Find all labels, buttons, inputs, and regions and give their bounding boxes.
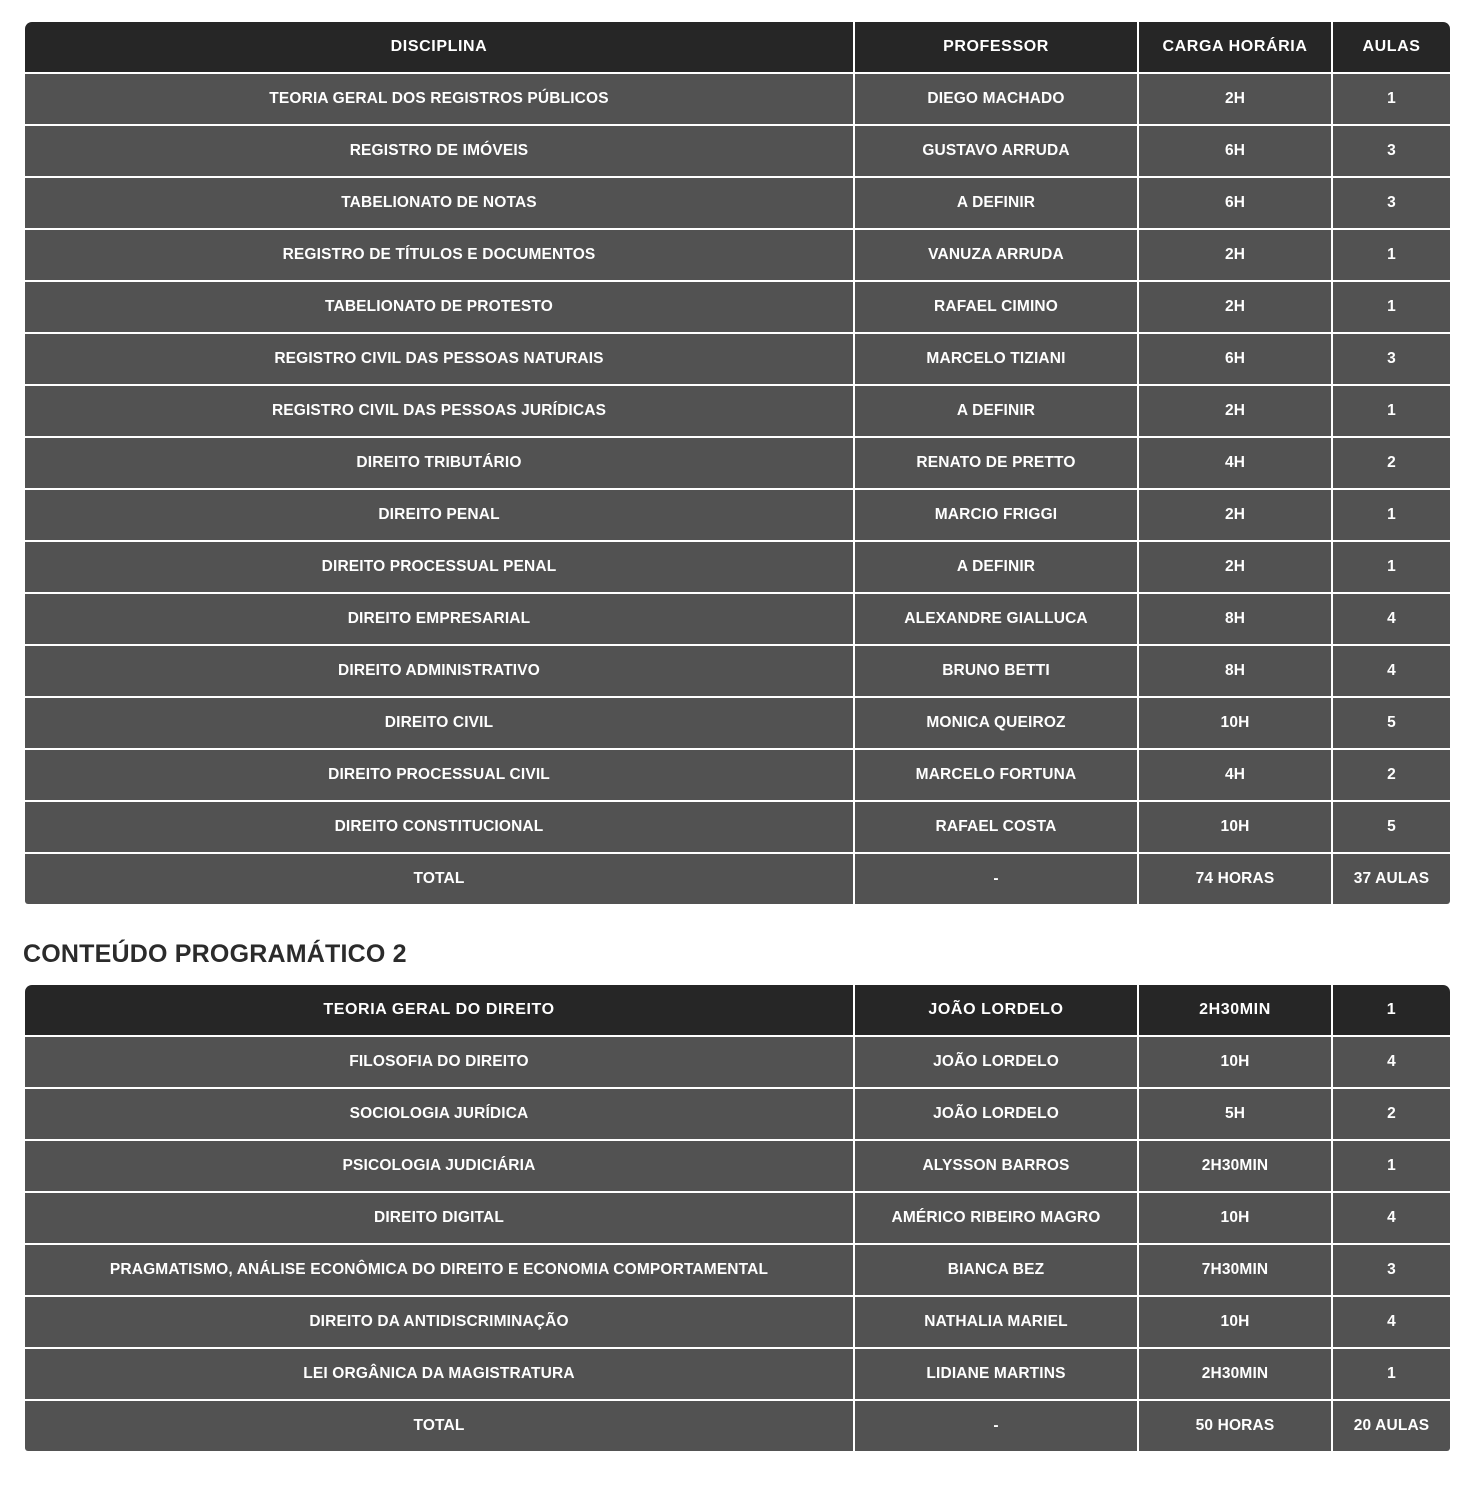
table-row xyxy=(25,178,1450,228)
cell-carga-horaria: 5H xyxy=(1139,1089,1331,1139)
table-row xyxy=(25,490,1450,540)
cell-carga-horaria: 2H xyxy=(1139,74,1331,124)
cell-professor: DIEGO MACHADO xyxy=(855,74,1137,124)
cell-carga-horaria: 2H xyxy=(1139,490,1331,540)
cell-carga-horaria: 10H xyxy=(1139,802,1331,852)
table1-head xyxy=(25,22,1450,72)
cell-aulas: 1 xyxy=(1333,490,1450,540)
cell-disciplina: SOCIOLOGIA JURÍDICA xyxy=(25,1089,853,1139)
table-row xyxy=(25,985,1450,1035)
cell-disciplina: REGISTRO CIVIL DAS PESSOAS JURÍDICAS xyxy=(25,386,853,436)
cell-carga-horaria: 7H30MIN xyxy=(1139,1245,1331,1295)
cell-professor: RAFAEL CIMINO xyxy=(855,282,1137,332)
cell-professor: A DEFINIR xyxy=(855,386,1137,436)
cell-professor: NATHALIA MARIEL xyxy=(855,1297,1137,1347)
cell-professor: RENATO DE PRETTO xyxy=(855,438,1137,488)
cell-aulas: 5 xyxy=(1333,698,1450,748)
table-row xyxy=(25,230,1450,280)
table-row xyxy=(25,282,1450,332)
cell-aulas: 5 xyxy=(1333,802,1450,852)
cell-professor: A DEFINIR xyxy=(855,178,1137,228)
table-row xyxy=(25,698,1450,748)
cell-disciplina: DIREITO DA ANTIDISCRIMINAÇÃO xyxy=(25,1297,853,1347)
cell-professor: ALYSSON BARROS xyxy=(855,1141,1137,1191)
cell-aulas: 1 xyxy=(1333,74,1450,124)
cell-aulas: 37 AULAS xyxy=(1333,854,1450,904)
cell-disciplina: DIREITO CONSTITUCIONAL xyxy=(25,802,853,852)
cell-aulas: 4 xyxy=(1333,1037,1450,1087)
table1-body xyxy=(25,74,1450,904)
cell-professor: BRUNO BETTI xyxy=(855,646,1137,696)
cell-aulas: 4 xyxy=(1333,594,1450,644)
table-row xyxy=(25,1245,1450,1295)
cell-disciplina: TEORIA GERAL DOS REGISTROS PÚBLICOS xyxy=(25,74,853,124)
cell-disciplina: TEORIA GERAL DO DIREITO xyxy=(25,985,853,1035)
table-row xyxy=(25,1037,1450,1087)
column-header-disciplina: DISCIPLINA xyxy=(25,22,853,72)
cell-aulas: 3 xyxy=(1333,334,1450,384)
cell-disciplina: REGISTRO CIVIL DAS PESSOAS NATURAIS xyxy=(25,334,853,384)
cell-disciplina: DIREITO TRIBUTÁRIO xyxy=(25,438,853,488)
cell-carga-horaria: 2H30MIN xyxy=(1139,985,1331,1035)
cell-aulas: 1 xyxy=(1333,282,1450,332)
cell-aulas: 3 xyxy=(1333,126,1450,176)
table-row xyxy=(25,334,1450,384)
cell-disciplina: TABELIONATO DE NOTAS xyxy=(25,178,853,228)
cell-professor: - xyxy=(855,854,1137,904)
cell-disciplina: REGISTRO DE TÍTULOS E DOCUMENTOS xyxy=(25,230,853,280)
conteudo-programatico-2-table xyxy=(23,983,1452,1453)
cell-carga-horaria: 8H xyxy=(1139,594,1331,644)
cell-carga-horaria: 2H30MIN xyxy=(1139,1349,1331,1399)
table-row xyxy=(25,646,1450,696)
cell-disciplina: TOTAL xyxy=(25,854,853,904)
cell-carga-horaria: 10H xyxy=(1139,1037,1331,1087)
cell-carga-horaria: 2H xyxy=(1139,230,1331,280)
cell-carga-horaria: 6H xyxy=(1139,334,1331,384)
cell-disciplina: REGISTRO DE IMÓVEIS xyxy=(25,126,853,176)
cell-aulas: 1 xyxy=(1333,985,1450,1035)
cell-professor: MARCIO FRIGGI xyxy=(855,490,1137,540)
cell-professor: GUSTAVO ARRUDA xyxy=(855,126,1137,176)
cell-professor: A DEFINIR xyxy=(855,542,1137,592)
cell-disciplina: DIREITO PENAL xyxy=(25,490,853,540)
table-row xyxy=(25,1089,1450,1139)
cell-aulas: 2 xyxy=(1333,438,1450,488)
conteudo-programatico-1-table xyxy=(23,20,1452,906)
cell-aulas: 4 xyxy=(1333,646,1450,696)
cell-professor: - xyxy=(855,1401,1137,1451)
cell-disciplina: LEI ORGÂNICA DA MAGISTRATURA xyxy=(25,1349,853,1399)
table-row xyxy=(25,802,1450,852)
column-header-aulas: AULAS xyxy=(1333,22,1450,72)
table2-body xyxy=(25,985,1450,1451)
cell-carga-horaria: 2H xyxy=(1139,386,1331,436)
cell-aulas: 2 xyxy=(1333,750,1450,800)
cell-carga-horaria: 8H xyxy=(1139,646,1331,696)
cell-aulas: 4 xyxy=(1333,1193,1450,1243)
cell-carga-horaria: 74 HORAS xyxy=(1139,854,1331,904)
section-heading-conteudo-programatico-2: CONTEÚDO PROGRAMÁTICO 2 xyxy=(23,940,407,968)
cell-professor: MARCELO TIZIANI xyxy=(855,334,1137,384)
cell-professor: MARCELO FORTUNA xyxy=(855,750,1137,800)
cell-carga-horaria: 2H xyxy=(1139,282,1331,332)
cell-professor: JOÃO LORDELO xyxy=(855,985,1137,1035)
cell-disciplina: TABELIONATO DE PROTESTO xyxy=(25,282,853,332)
cell-carga-horaria: 2H xyxy=(1139,542,1331,592)
cell-professor: LIDIANE MARTINS xyxy=(855,1349,1137,1399)
table-row xyxy=(25,1349,1450,1399)
cell-aulas: 1 xyxy=(1333,1349,1450,1399)
cell-professor: VANUZA ARRUDA xyxy=(855,230,1137,280)
table-row xyxy=(25,126,1450,176)
table-row xyxy=(25,438,1450,488)
table-row xyxy=(25,1193,1450,1243)
column-header-carga-horaria: CARGA HORÁRIA xyxy=(1139,22,1331,72)
cell-aulas: 1 xyxy=(1333,386,1450,436)
top-spacer xyxy=(0,0,1471,20)
cell-carga-horaria: 50 HORAS xyxy=(1139,1401,1331,1451)
cell-aulas: 2 xyxy=(1333,1089,1450,1139)
cell-aulas: 3 xyxy=(1333,178,1450,228)
cell-disciplina: PSICOLOGIA JUDICIÁRIA xyxy=(25,1141,853,1191)
table-row xyxy=(25,854,1450,904)
cell-professor: RAFAEL COSTA xyxy=(855,802,1137,852)
column-header-professor: PROFESSOR xyxy=(855,22,1137,72)
cell-carga-horaria: 10H xyxy=(1139,1297,1331,1347)
cell-aulas: 3 xyxy=(1333,1245,1450,1295)
cell-aulas: 20 AULAS xyxy=(1333,1401,1450,1451)
cell-professor: ALEXANDRE GIALLUCA xyxy=(855,594,1137,644)
cell-disciplina: DIREITO PROCESSUAL PENAL xyxy=(25,542,853,592)
cell-professor: JOÃO LORDELO xyxy=(855,1089,1137,1139)
cell-carga-horaria: 2H30MIN xyxy=(1139,1141,1331,1191)
cell-disciplina: FILOSOFIA DO DIREITO xyxy=(25,1037,853,1087)
cell-professor: MONICA QUEIROZ xyxy=(855,698,1137,748)
cell-carga-horaria: 4H xyxy=(1139,750,1331,800)
table-row xyxy=(25,386,1450,436)
conteudo-programatico-2-table-wrap xyxy=(23,983,1448,1453)
table-row xyxy=(25,750,1450,800)
cell-disciplina: DIREITO ADMINISTRATIVO xyxy=(25,646,853,696)
cell-disciplina: DIREITO CIVIL xyxy=(25,698,853,748)
cell-professor: JOÃO LORDELO xyxy=(855,1037,1137,1087)
cell-professor: BIANCA BEZ xyxy=(855,1245,1137,1295)
cell-disciplina: DIREITO PROCESSUAL CIVIL xyxy=(25,750,853,800)
cell-professor: AMÉRICO RIBEIRO MAGRO xyxy=(855,1193,1137,1243)
conteudo-programatico-1-table-wrap xyxy=(23,20,1448,906)
cell-carga-horaria: 10H xyxy=(1139,698,1331,748)
cell-disciplina: PRAGMATISMO, ANÁLISE ECONÔMICA DO DIREITO E ECONOMIA COMPORTAMENTAL xyxy=(25,1245,853,1295)
table-row xyxy=(25,594,1450,644)
cell-carga-horaria: 6H xyxy=(1139,178,1331,228)
cell-carga-horaria: 10H xyxy=(1139,1193,1331,1243)
cell-aulas: 1 xyxy=(1333,230,1450,280)
table-row xyxy=(25,1401,1450,1451)
cell-disciplina: DIREITO EMPRESARIAL xyxy=(25,594,853,644)
cell-carga-horaria: 6H xyxy=(1139,126,1331,176)
cell-carga-horaria: 4H xyxy=(1139,438,1331,488)
table1-header-row xyxy=(25,22,1450,72)
cell-disciplina: DIREITO DIGITAL xyxy=(25,1193,853,1243)
cell-aulas: 1 xyxy=(1333,1141,1450,1191)
table-row xyxy=(25,1141,1450,1191)
table-row xyxy=(25,1297,1450,1347)
cell-disciplina: TOTAL xyxy=(25,1401,853,1451)
cell-aulas: 4 xyxy=(1333,1297,1450,1347)
table-row xyxy=(25,74,1450,124)
cell-aulas: 1 xyxy=(1333,542,1450,592)
table-row xyxy=(25,542,1450,592)
